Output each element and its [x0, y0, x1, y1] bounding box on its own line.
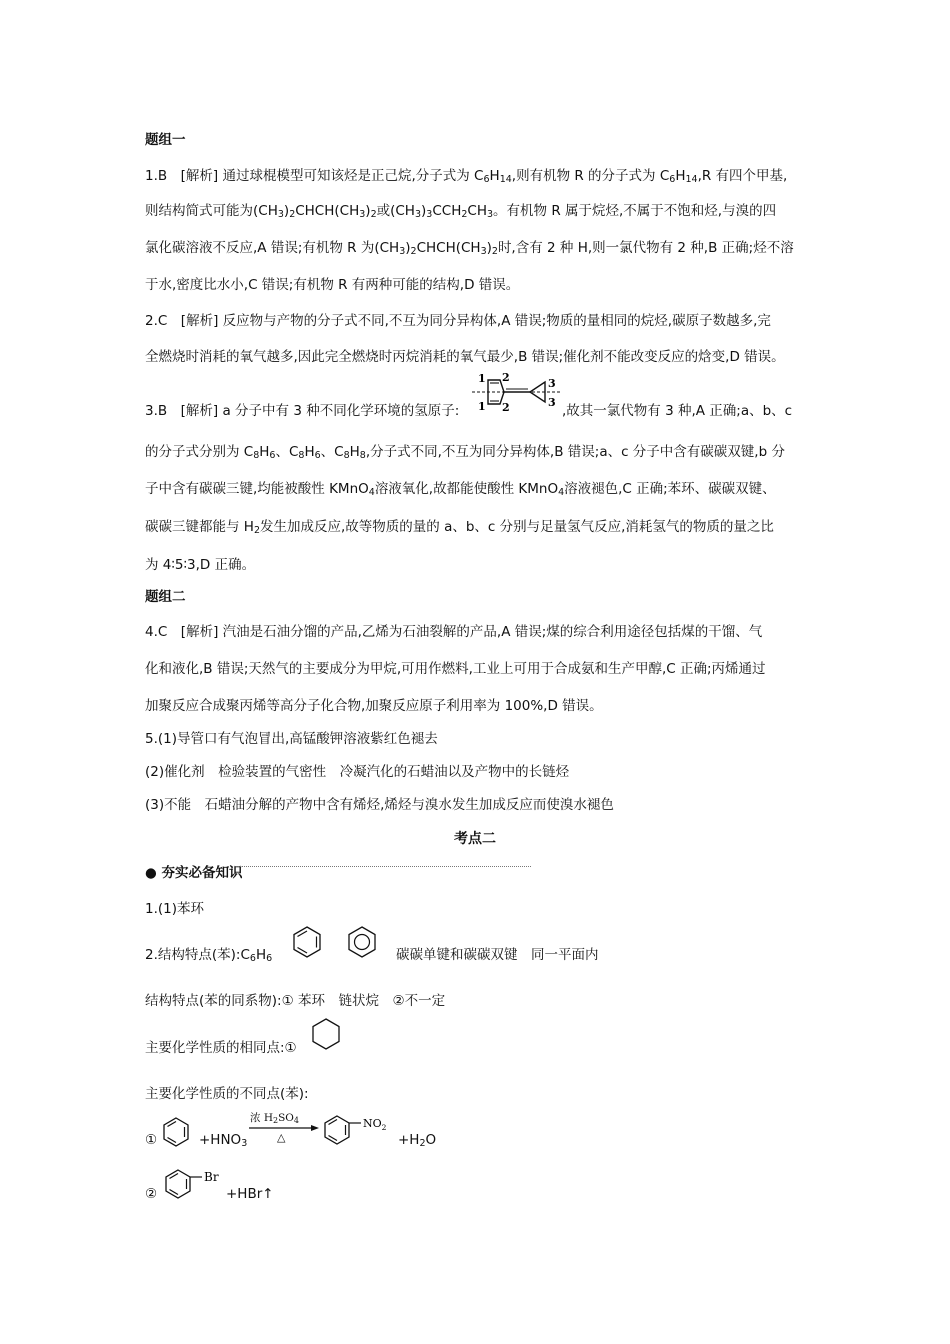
- q4-line1: 4.C [解析] 汽油是石油分馏的产品,乙烯为石油裂解的产品,A 错误;煤的综合利用途径包括煤的干馏、气: [145, 624, 763, 640]
- knowledge-item-2-suffix: 碳碳单键和碳碳双键 同一平面内: [396, 947, 599, 963]
- knowledge-item-3: 结构特点(苯的同系物):① 苯环 链状烷 ②不一定: [145, 993, 446, 1009]
- benzene-kekule-icon: [292, 925, 322, 959]
- q3-line2: 的分子式分别为 $C_8H_6$、$C_8H_6$、$C_8H_8$,分子式不同,不互为同分异构体,B 错误;a、c 分子中含有碳碳双键,b 分: [145, 444, 785, 461]
- fig-label-3-top: 3: [548, 377, 556, 390]
- svg-text:Br: Br: [204, 1170, 219, 1184]
- knowledge-item-5: 主要化学性质的不同点(苯):: [145, 1086, 309, 1102]
- svg-text:NO2: $NO_2$: [363, 1117, 387, 1132]
- q4-line3: 加聚反应合成聚丙烯等高分子化合物,加聚反应原子利用率为 100%,D 错误。: [145, 698, 603, 714]
- q3-line5: 为 4∶5∶3,D 正确。: [145, 557, 256, 573]
- q3-line3: 子中含有碳碳三键,均能被酸性 KMnO$_4$溶液氧化,故都能使酸性 KMnO$_4$溶液褪色,C 正确;苯环、碳碳双键、: [145, 481, 776, 498]
- q5-line1: 5.(1)导管口有气泡冒出,高锰酸钾溶液紫红色褪去: [145, 731, 438, 747]
- q1-line2: 则结构简式可能为$(CH_3)_2CHCH(CH_3)_2$或$(CH_3)_3CCH_2CH_3$。有机物 R 属于烷烃,不属于不饱和烃,与溴的四: [145, 203, 777, 220]
- cyclohexane-icon: [311, 1017, 341, 1051]
- q1-line3: 氯化碳溶液不反应,A 错误;有机物 R 为$(CH_3)_2CHCH(CH_3)_2$时,含有 2 种 H,则一氯代物有 2 种,B 正确;烃不溶: [145, 240, 794, 257]
- q4-line2: 化和液化,B 错误;天然气的主要成分为甲烷,可用作燃料,工业上可用于合成氨和生产甲醇,C 正确;丙烯通过: [145, 661, 766, 677]
- q3-line4: 碳碳三键都能与 $H_2$发生加成反应,故等物质的量的 a、b、c 分别与足量氢气反应,消耗氢气的物质的量之比: [145, 519, 774, 536]
- q3-line1-a: 3.B [解析] a 分子中有 3 种不同化学环境的氢原子:: [145, 403, 460, 419]
- q1-line1: 1.B [解析] 通过球棍模型可知该烃是正己烷,分子式为 $C_6H_{14}$,则有机物 R 的分子式为 $C_6H_{14},R$ 有四个甲基,: [145, 168, 788, 185]
- reaction2-byproduct: +HBr↑: [226, 1186, 274, 1202]
- reaction1-byproduct: $+H_2O$: [398, 1132, 437, 1149]
- benzene-circle-icon: [347, 925, 377, 959]
- reaction2-number: ②: [145, 1186, 158, 1202]
- section-title: 考点二: [454, 831, 496, 847]
- dotted-divider: [228, 866, 531, 867]
- nitrobenzene-icon: [323, 1114, 393, 1146]
- q2-line2: 全燃烧时消耗的氧气越多,因此完全燃烧时丙烷消耗的氧气最少,B 错误;催化剂不能改变反应的焓变,D 错误。: [145, 349, 785, 365]
- bromobenzene-icon: [164, 1168, 224, 1200]
- knowledge-item-4: 主要化学性质的相同点:①: [145, 1040, 297, 1056]
- reaction1-number: ①: [145, 1132, 158, 1148]
- q5-line3: (3)不能 石蜡油分解的产物中含有烯烃,烯烃与溴水发生加成反应而使溴水褪色: [145, 797, 614, 813]
- reaction1-condition-heat: △: [277, 1131, 286, 1144]
- group1-heading: 题组一: [145, 132, 186, 148]
- q3-hydrogen-environment-structure: [470, 370, 562, 414]
- q1-line4: 于水,密度比水小,C 错误;有机物 R 有两种可能的结构,D 错误。: [145, 277, 520, 293]
- fig-label-1-top: 1: [478, 372, 486, 385]
- knowledge-heading: ● 夯实必备知识: [145, 865, 243, 881]
- q5-line2: (2)催化剂 检验装置的气密性 冷凝汽化的石蜡油以及产物中的长链烃: [145, 764, 570, 780]
- knowledge-item-2-prefix: 2.结构特点(苯)$:C_6H_6$: [145, 947, 273, 964]
- group2-heading: 题组二: [145, 589, 186, 605]
- fig-label-2-top: 2: [502, 371, 510, 384]
- fig-label-1-bottom: 1: [478, 400, 486, 413]
- q3-line1-b: ,故其一氯代物有 3 种,A 正确;a、b、c: [562, 403, 793, 419]
- fig-label-2-bottom: 2: [502, 401, 510, 414]
- fig-label-3-bottom: 3: [548, 396, 556, 409]
- q2-line1: 2.C [解析] 反应物与产物的分子式不同,不互为同分异构体,A 错误;物质的量相同的烷烃,碳原子数越多,完: [145, 313, 771, 329]
- reaction1-reagent: $+HNO_3$: [199, 1132, 248, 1149]
- benzene-reactant-icon: [162, 1116, 190, 1148]
- knowledge-item-1: 1.(1)苯环: [145, 901, 205, 917]
- reaction1-condition-top: 浓 H2SO4: [250, 1112, 299, 1125]
